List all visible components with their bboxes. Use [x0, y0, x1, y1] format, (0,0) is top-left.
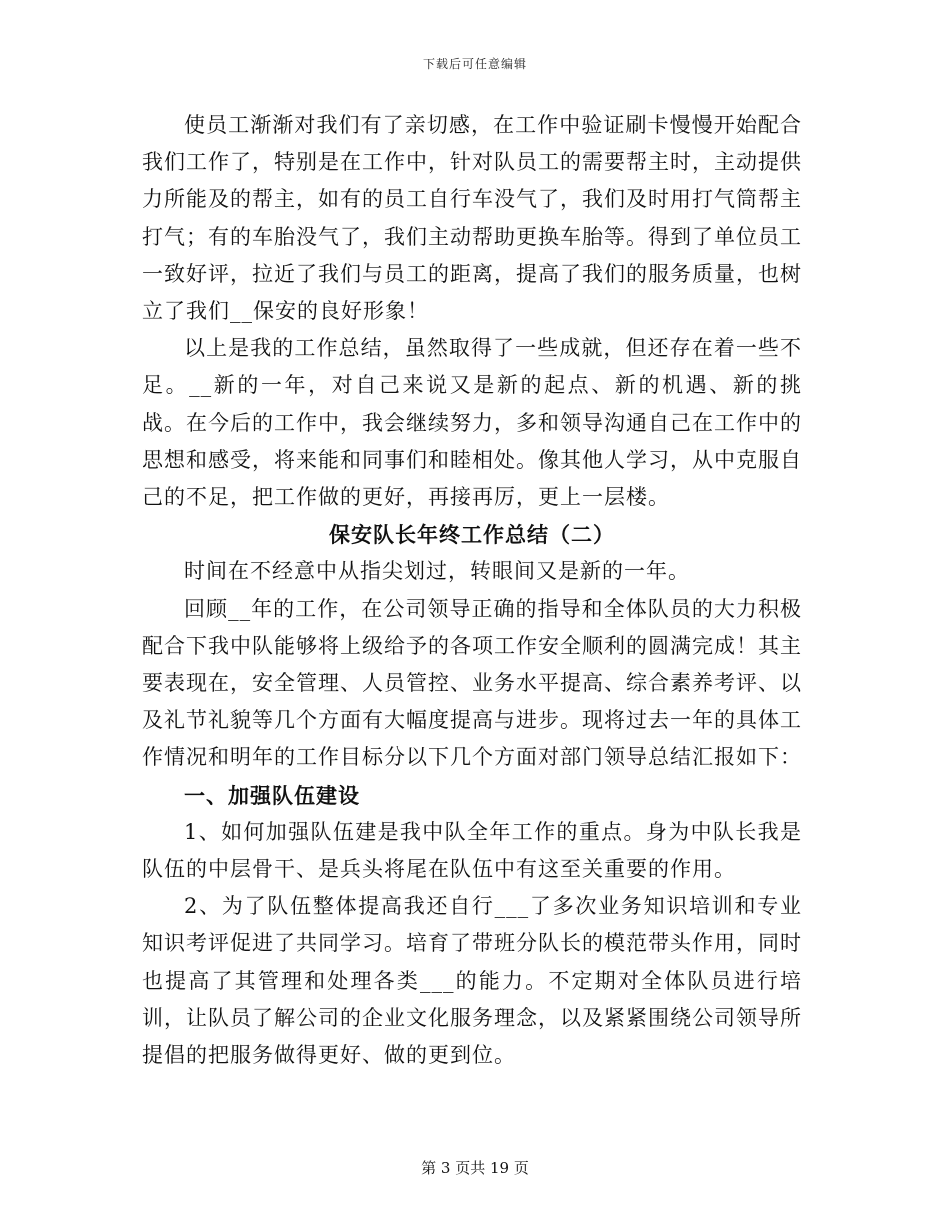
section-title: 保安队长年终工作总结（二）	[329, 522, 615, 548]
paragraph-time-passes: 时间在不经意中从指尖划过，转眼间又是新的一年。	[184, 559, 690, 584]
paragraph-item-1: 1、如何加强队伍建是我中队全年工作的重点。身为中队长我是队伍的中层骨干、是兵头将尾在队伍中有这至关重要的作用。	[142, 819, 802, 882]
paragraph-item-2: 2、为了队伍整体提高我还自行___了多次业务知识培训和专业知识考评促进了共同学习。培育了带班分队长的模范带头作用，同时也提高了其管理和处理各类___的能力。不定期对全体队员进行培训，让队员了解公司的企业文化服务理念，以及紧紧围绕公司领导所提倡的把服务做得更好、做的更到位。	[142, 894, 802, 1068]
sub-heading-team-building: 一、加强队伍建设	[184, 782, 360, 808]
document-body	[142, 107, 802, 1074]
page-number: 第 3 页共 19 页	[421, 1159, 529, 1177]
paragraph-summary-conclusion: 以上是我的工作总结，虽然取得了一些成就，但还存在着一些不足。__新的一年，对自己来说又是新的起点、新的机遇、新的挑战。在今后的工作中，我会继续努力，多和领导沟通自己在工作中的思想和感受，将来能和同事们和睦相处。像其他人学习，从中克服自己的不足，把工作做的更好，再接再厉，更上一层楼。	[142, 336, 802, 510]
paragraph-employee-relations: 使员工渐渐对我们有了亲切感，在工作中验证刷卡慢慢开始配合我们工作了，特别是在工作中，针对队员工的需要帮主时，主动提供力所能及的帮主，如有的员工自行车没气了，我们及时用打气筒帮主打气；有的车胎没气了，我们主动帮助更换车胎等。得到了单位员工一致好评，拉近了我们与员工的距离，提高了我们的服务质量，也树立了我们__保安的良好形象！	[142, 113, 802, 324]
paragraph-year-review: 回顾__年的工作，在公司领导正确的指导和全体队员的大力积极配合下我中队能够将上级给予的各项工作安全顺利的圆满完成！其主要表现在，安全管理、人员管控、业务水平提高、综合素养考评、以及礼节礼貌等几个方面有大幅度提高与进步。现将过去一年的具体工作情况和明年的工作目标分以下几个方面对部门领导总结汇报如下：	[142, 596, 802, 770]
page-header: 下载后可任意编辑	[422, 57, 527, 71]
